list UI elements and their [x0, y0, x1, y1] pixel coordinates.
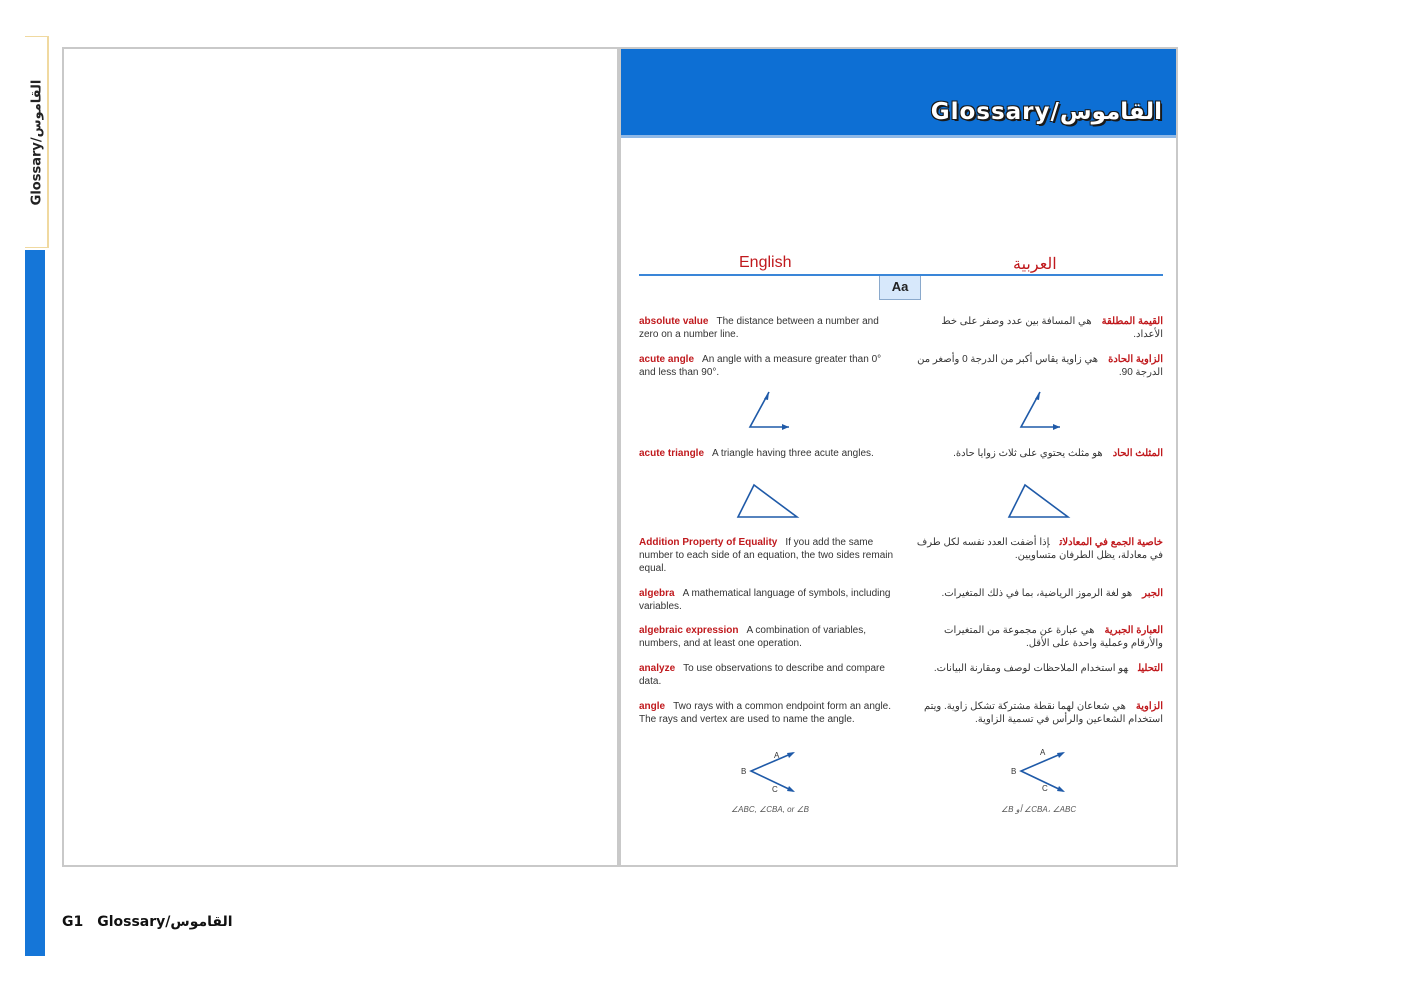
definition-en: An angle with a measure greater than 0° and less than 90°. [639, 354, 882, 378]
angle-label-a: A [1040, 748, 1046, 757]
angle-caption-en: ∠ABC, ∠CBA, or ∠B [731, 805, 809, 814]
term-en: absolute value [639, 316, 709, 327]
definition-en: If you add the same number to each side of an equation, the two sides remain equal. [639, 537, 894, 574]
glossary-entry-ar [911, 587, 1163, 600]
left-page-blank [62, 47, 619, 867]
term-en: acute triangle [639, 448, 705, 459]
term-ar: الزاوية الحادة [1108, 354, 1163, 365]
term-ar: التحليل [1138, 663, 1163, 674]
term-ar: خاصية الجمع في المعادلات [1059, 537, 1163, 548]
term-en: algebra [639, 588, 675, 599]
definition-en: Two rays with a common endpoint form an angle. The rays and vertex are used to name the angle. [639, 701, 892, 725]
definition-ar: هو لغة الرموز الرياضية، بما في ذلك المتغيرات. [941, 588, 1133, 599]
term-ar: العبارة الجبرية [1104, 625, 1163, 636]
glossary-entry-ar [911, 353, 1163, 379]
glossary-entry-ar [911, 662, 1163, 675]
definition-ar: هي شعاعان لهما نقطة مشتركة تشكل زاوية. ويتم استخدام الشعاعين والرأس في تسمية الزاوية. [923, 701, 1163, 725]
glossary-entry-en [639, 536, 894, 575]
angle-label-c: C [772, 785, 778, 794]
column-heading-english: English [739, 254, 792, 271]
definition-en: The distance between a number and zero on a number line. [639, 316, 879, 340]
footer-title: Glossary/القاموس [97, 914, 233, 930]
glossary-entry-en [639, 624, 894, 650]
definition-en: A triangle having three acute angles. [712, 448, 874, 459]
page-footer [62, 914, 233, 930]
glossary-entry-en [639, 315, 894, 341]
glossary-entry-ar [911, 700, 1163, 726]
definition-ar: هي زاوية يقاس أكبر من الدرجة 0 وأصغر من الدرجة 90. [917, 354, 1163, 378]
term-en: Addition Property of Equality [639, 537, 778, 548]
glossary-entry-en [639, 587, 894, 613]
angle-label-b: B [741, 767, 747, 776]
title-banner [621, 49, 1176, 138]
angle-label-c: C [1042, 784, 1048, 793]
alphabet-tab[interactable]: Aa [879, 276, 921, 300]
glossary-entry-ar [911, 536, 1163, 562]
glossary-entry-ar [911, 624, 1163, 650]
term-ar: المثلث الحاد [1112, 448, 1163, 459]
glossary-entry-en [639, 662, 894, 688]
term-ar: الزاوية [1135, 701, 1163, 712]
definition-ar: هي المسافة بين عدد وصفر على خط الأعداد. [941, 316, 1163, 340]
side-accent-strip [25, 250, 45, 956]
angle-label-a: A [774, 751, 780, 760]
acute-triangle-figure-ar [1005, 481, 1071, 521]
angle-caption-ar: ∠B أو ∠CBA، ∠ABC [1001, 805, 1077, 814]
definition-ar: هو مثلث يحتوي على ثلاث زوايا حادة. [953, 448, 1103, 459]
acute-angle-figure-ar [1015, 387, 1065, 433]
definition-ar: إذا أضفت العدد نفسه لكل طرف في معادلة، يظل الطرفان متساويين. [916, 537, 1163, 561]
column-heading-arabic: العربية [1013, 256, 1057, 273]
glossary-entry-en [639, 353, 894, 379]
side-tab-label: Glossary/القاموس [29, 79, 45, 206]
angle-label-b: B [1011, 767, 1017, 776]
term-ar: الجبر [1142, 588, 1163, 599]
glossary-entry-en [639, 447, 894, 460]
glossary-entry-en [639, 700, 894, 726]
glossary-entry-ar [911, 447, 1163, 460]
term-en: acute angle [639, 354, 695, 365]
acute-angle-figure-en [744, 387, 794, 433]
definition-ar: هي عبارة عن مجموعة من المتغيرات والأرقام وعملية واحدة على الأقل. [944, 625, 1163, 649]
angle-figure-ar [1003, 745, 1073, 797]
term-en: analyze [639, 663, 676, 674]
page-number: G1 [62, 914, 84, 930]
right-page [619, 47, 1178, 867]
definition-en: A mathematical language of symbols, including variables. [639, 588, 891, 612]
term-en: angle [639, 701, 666, 712]
banner-title: Glossary/القاموس [930, 99, 1162, 125]
acute-triangle-figure-en [734, 481, 800, 521]
definition-en: To use observations to describe and compare data. [639, 663, 885, 687]
definition-ar: هو استخدام الملاحظات لوصف ومقارنة البيانات. [933, 663, 1129, 674]
term-en: algebraic expression [639, 625, 739, 636]
definition-en: A combination of variables, numbers, and at least one operation. [639, 625, 867, 649]
side-tab[interactable] [25, 36, 49, 248]
angle-figure-en [733, 745, 803, 797]
glossary-entry-ar [911, 315, 1163, 341]
term-ar: القيمة المطلقة [1101, 316, 1163, 327]
